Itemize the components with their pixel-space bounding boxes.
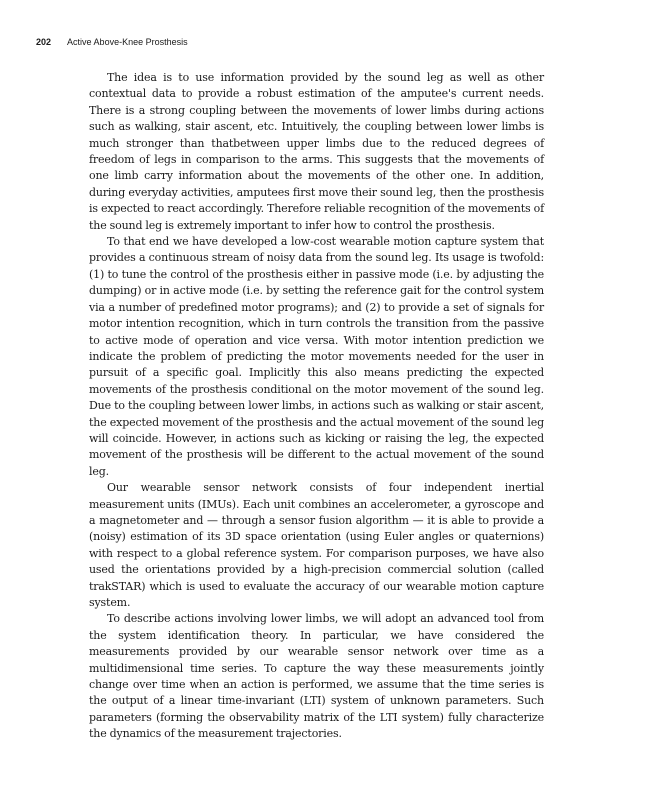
paragraph: To describe actions involving lower limbs, we will adopt an advanced tool from the system identification theory. In particular, we have considered the measurements provided by our wearable sensor network over time as a multidimensional time series. To capture the way these measurements jointly change over time when an action is performed, we assume that the time series is the output of a linear time-invariant (LTI) system of unknown parameters. Such parameters (forming the observability matrix of the LTI system) fully characterize the dynamics of the measurement trajectories. xyxy=(89,612,544,741)
paragraph: To that end we have developed a low-cost wearable motion capture system that provides a continuous stream of noisy data from the sound leg. Its usage is twofold: (1) to tune the control of the prosthesis either in passive mode (i.e. by adjusting the dumping) or in active mode (i.e. by setting the reference gait for the control system via a number of predefined motor programs); and (2) to provide a set of signals for motor intention recognition, which in turn controls the transition from the passive to active mode of operation and vice versa. With motor intention prediction we indicate the problem of predicting the motor movements needed for the user in pursuit of a specific goal. Implicitly this also means predicting the expected movements of the prosthesis conditional on the motor movement of the sound leg. Due to the coupling between lower limbs, in actions such as walking or stair ascent, the expected movement of the prosthesis and the actual movement of the sound leg will coincide. However, in actions such as kicking or raising the leg, the expected movement of the prosthesis will be different to the actual movement of the sound leg. xyxy=(89,235,544,478)
body-text xyxy=(89,70,544,743)
paragraph: The idea is to use information provided by the sound leg as well as other contextual data to provide a robust estimation of the amputee's current needs. There is a strong coupling between the movements of lower limbs during actions such as walking, stair ascent, etc. Intuitively, the coupling between lower limbs is much stronger than thatbetween upper limbs due to the reduced degrees of freedom of legs in comparison to the arms. This suggests that the movements of one limb carry information about the movements of the other one. In addition, during everyday activities, amputees first move their sound leg, then the prosthesis is expected to react accordingly. Therefore reliable recognition of the movements of the sound leg is extremely important to infer how to control the prosthesis. xyxy=(89,71,544,232)
page-number: 202 xyxy=(36,37,52,47)
running-head xyxy=(36,36,188,48)
running-title: Active Above-Knee Prosthesis xyxy=(67,37,188,47)
paragraph: Our wearable sensor network consists of four independent inertial measurement units (IMUs). Each unit combines an accelerometer, a gyroscope and a magnetometer and — through a sensor fusion algorithm — it is able to provide a (noisy) estimation of its 3D space orientation (using Euler angles or quaternions) with respect to a global reference system. For comparison purposes, we have also used the orientations provided by a high-precision commercial solution (called trakSTAR) which is used to evaluate the accuracy of our wearable motion capture system. xyxy=(89,481,544,609)
